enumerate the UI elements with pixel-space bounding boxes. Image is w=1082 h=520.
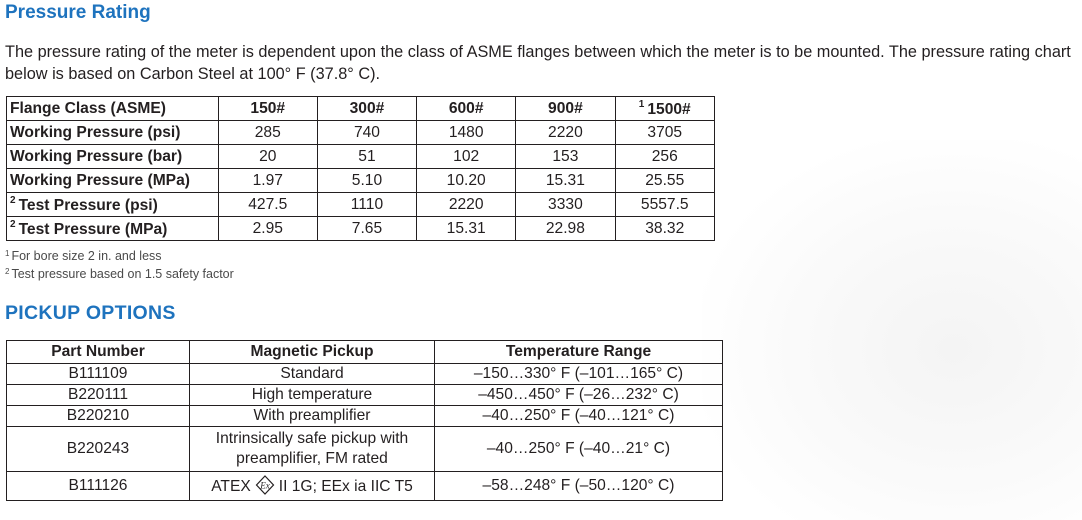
row-label-text: Working Pressure (psi) (10, 123, 181, 141)
pickup-type: Standard (190, 364, 435, 385)
temperature-range: –40…250° F (–40…21° C) (435, 427, 723, 472)
part-number: B220210 (7, 406, 190, 427)
temperature-range: –40…250° F (–40…121° C) (435, 406, 723, 427)
table-row (7, 406, 723, 427)
column-header: 900# (516, 97, 615, 121)
table-cell: 3330 (516, 193, 615, 217)
column-header-label: 1500# (647, 100, 691, 118)
magnetic-pickup-header: Magnetic Pickup (190, 341, 435, 364)
table-row (7, 427, 723, 472)
temperature-range: –450…450° F (–26…232° C) (435, 385, 723, 406)
column-header: 150# (218, 97, 317, 121)
table-cell: 102 (417, 145, 516, 169)
pickup-options-table (6, 340, 723, 501)
part-number: B220111 (7, 385, 190, 406)
flange-class-label: Flange Class (ASME) (7, 97, 219, 121)
temperature-range: –150…330° F (–101…165° C) (435, 364, 723, 385)
temperature-range: –58…248° F (–50…120° C) (435, 472, 723, 501)
part-number: B220243 (7, 427, 190, 472)
pickup-type (190, 472, 435, 501)
footnote-2 (5, 267, 234, 281)
footnote-marker: 2 (10, 194, 16, 206)
pickup-type-line-2: preamplifier, FM rated (236, 450, 388, 467)
table-row (7, 121, 715, 145)
table-cell: 285 (218, 121, 317, 145)
footnote-1 (5, 249, 162, 263)
atex-rating: II 1G; EEx ia IIC T5 (278, 478, 413, 495)
table-cell: 20 (218, 145, 317, 169)
table-row (7, 217, 715, 241)
table-row (7, 193, 715, 217)
footnote-marker: 1 (638, 98, 645, 110)
pressure-rating-intro: The pressure rating of the meter is dependent upon the class of ASME flanges between which the meter is to be mounted. The pressure rating chart below is based on Carbon Steel at 100° F (37.8° C). (5, 43, 1071, 83)
ex-atex-icon (255, 475, 275, 495)
table-cell: 5557.5 (615, 193, 714, 217)
table-cell: 7.65 (317, 217, 416, 241)
footnote-marker: 2 (5, 267, 10, 276)
table-cell: 740 (317, 121, 416, 145)
column-header-1500 (615, 97, 714, 121)
row-label-text: Test Pressure (psi) (18, 196, 158, 214)
table-cell: 15.31 (417, 217, 516, 241)
temperature-range-header: Temperature Range (435, 341, 723, 364)
table-cell: 22.98 (516, 217, 615, 241)
table-cell: 1110 (317, 193, 416, 217)
pickup-options-heading: PICKUP OPTIONS (5, 302, 176, 324)
table-cell: 2220 (516, 121, 615, 145)
footnote-text: For bore size 2 in. and less (11, 249, 162, 263)
table-cell: 256 (615, 145, 714, 169)
part-number: B111109 (7, 364, 190, 385)
table-row (7, 145, 715, 169)
footnote-marker: 2 (10, 218, 16, 230)
column-header: 600# (417, 97, 516, 121)
row-label-text: Test Pressure (MPa) (18, 220, 168, 238)
table-row (7, 169, 715, 193)
table-cell: 2.95 (218, 217, 317, 241)
pressure-rating-heading: Pressure Rating (5, 2, 151, 23)
part-number: B111126 (7, 472, 190, 501)
table-cell: 10.20 (417, 169, 516, 193)
row-label-text: Working Pressure (MPa) (10, 171, 190, 189)
table-cell: 1.97 (218, 169, 317, 193)
table-row (7, 385, 723, 406)
row-label (7, 169, 219, 193)
footnote-marker: 1 (5, 249, 10, 258)
table-cell: 3705 (615, 121, 714, 145)
footnote-text: Test pressure based on 1.5 safety factor (11, 267, 234, 281)
row-label (7, 145, 219, 169)
pickup-type-line-1: Intrinsically safe pickup with (215, 430, 409, 447)
atex-label: ATEX (211, 478, 251, 495)
background-watermark (702, 140, 1082, 520)
column-header: 300# (317, 97, 416, 121)
svg-text:Ex: Ex (260, 480, 270, 491)
table-cell: 2220 (417, 193, 516, 217)
table-cell: 1480 (417, 121, 516, 145)
table-header-row (7, 341, 723, 364)
table-row (7, 472, 723, 501)
table-cell: 153 (516, 145, 615, 169)
table-cell: 15.31 (516, 169, 615, 193)
table-cell: 427.5 (218, 193, 317, 217)
table-cell: 38.32 (615, 217, 714, 241)
row-label-text: Working Pressure (bar) (10, 147, 183, 165)
table-header-row (7, 97, 715, 121)
pickup-type: With preamplifier (190, 406, 435, 427)
row-label (7, 193, 219, 217)
pickup-type: High temperature (190, 385, 435, 406)
row-label (7, 217, 219, 241)
table-row (7, 364, 723, 385)
pressure-rating-table (6, 96, 715, 241)
part-number-header: Part Number (7, 341, 190, 364)
pickup-type (190, 427, 435, 472)
table-cell: 25.55 (615, 169, 714, 193)
table-cell: 5.10 (317, 169, 416, 193)
row-label (7, 121, 219, 145)
table-cell: 51 (317, 145, 416, 169)
